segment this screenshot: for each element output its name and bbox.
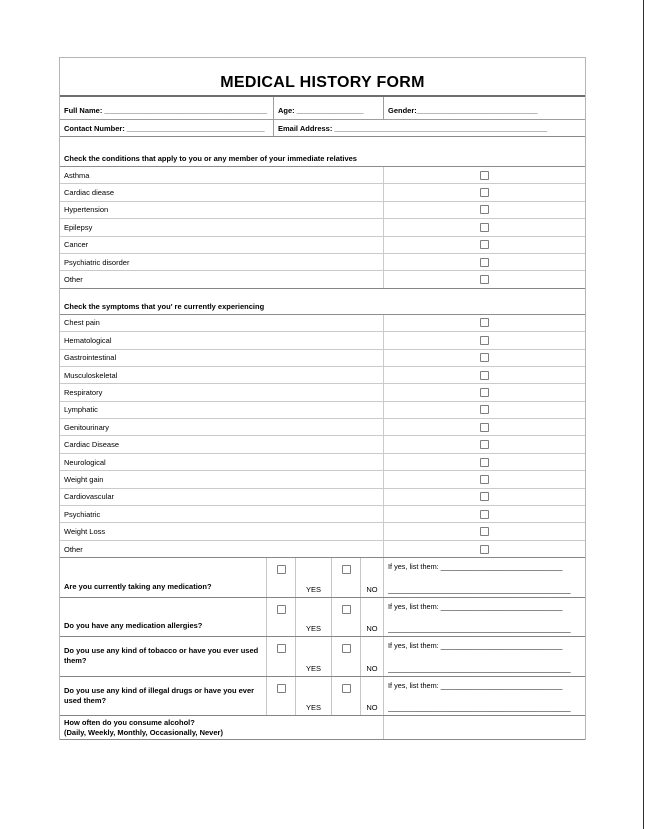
if-yes-cell [384, 677, 585, 716]
question-label: Do you have any medication allergies? [60, 598, 267, 637]
checkbox[interactable] [480, 171, 489, 180]
checkbox[interactable] [480, 475, 489, 484]
condition-row [60, 219, 585, 236]
symptom-row [60, 419, 585, 436]
checkbox[interactable] [480, 440, 489, 449]
checkbox[interactable] [480, 388, 489, 397]
no-checkbox[interactable] [342, 644, 351, 653]
condition-checkbox-cell [384, 184, 585, 200]
checkbox[interactable] [480, 258, 489, 267]
write-in-line[interactable]: _____________________________________________ [388, 584, 571, 594]
info-row-1 [60, 97, 585, 120]
checkbox[interactable] [480, 510, 489, 519]
symptom-checkbox-cell [384, 471, 585, 487]
if-yes-cell [384, 637, 585, 676]
symptom-row [60, 541, 585, 558]
write-in-line[interactable]: _____________________________________________ [388, 663, 571, 673]
no-checkbox[interactable] [342, 565, 351, 574]
condition-row [60, 167, 585, 184]
symptom-row [60, 402, 585, 419]
symptom-row [60, 350, 585, 367]
symptom-checkbox-cell [384, 454, 585, 470]
symptom-checkbox-cell [384, 419, 585, 435]
symptom-row [60, 315, 585, 332]
symptom-checkbox-cell [384, 523, 585, 539]
checkbox[interactable] [480, 353, 489, 362]
symptom-label: Respiratory [60, 384, 384, 400]
condition-row [60, 184, 585, 201]
checkbox[interactable] [480, 405, 489, 414]
symptom-row [60, 454, 585, 471]
checkbox[interactable] [480, 188, 489, 197]
symptom-checkbox-cell [384, 541, 585, 557]
symptom-label: Other [60, 541, 384, 557]
symptom-checkbox-cell [384, 489, 585, 505]
no-label: NO [361, 677, 384, 716]
condition-label: Cancer [60, 237, 384, 253]
symptom-label: Genitourinary [60, 419, 384, 435]
age-field[interactable]: Age: ________________ [274, 97, 384, 119]
yes-checkbox[interactable] [277, 565, 286, 574]
gender-field[interactable]: Gender:_____________________________ [388, 106, 538, 115]
symptom-row [60, 489, 585, 506]
yes-checkbox[interactable] [277, 644, 286, 653]
if-yes-prompt[interactable]: If yes, list them: ______________________________ [388, 680, 563, 690]
symptom-label: Chest pain [60, 315, 384, 331]
checkbox[interactable] [480, 545, 489, 554]
yes-label: YES [296, 637, 332, 676]
alcohol-question-line2: (Daily, Weekly, Monthly, Occasionally, Never) [64, 727, 223, 737]
condition-row [60, 254, 585, 271]
full-name-field[interactable]: Full Name: _______________________________________ [60, 97, 274, 119]
symptom-label: Lymphatic [60, 402, 384, 418]
yes-checkbox-cell [267, 558, 296, 597]
email-address-field[interactable]: Email Address: ___________________________________________________ [278, 123, 548, 133]
no-checkbox-cell [332, 677, 361, 716]
symptom-label: Cardiac Disease [60, 436, 384, 452]
symptom-row [60, 436, 585, 453]
symptom-row [60, 367, 585, 384]
condition-label: Cardiac diease [60, 184, 384, 200]
yes-checkbox[interactable] [277, 684, 286, 693]
condition-label: Asthma [60, 167, 384, 183]
no-checkbox-cell [332, 598, 361, 637]
symptom-label: Weight gain [60, 471, 384, 487]
yes-label: YES [296, 677, 332, 716]
if-yes-cell [384, 598, 585, 637]
symptom-checkbox-cell [384, 506, 585, 522]
checkbox[interactable] [480, 205, 489, 214]
symptom-label: Cardiovascular [60, 489, 384, 505]
if-yes-prompt[interactable]: If yes, list them: ______________________________ [388, 641, 563, 651]
question-row-medication [60, 558, 585, 598]
checkbox[interactable] [480, 527, 489, 536]
checkbox[interactable] [480, 458, 489, 467]
checkbox[interactable] [480, 492, 489, 501]
symptom-row [60, 471, 585, 488]
symptom-label: Gastrointestinal [60, 350, 384, 366]
symptom-row [60, 332, 585, 349]
condition-row [60, 271, 585, 288]
symptom-row [60, 523, 585, 540]
symptom-row [60, 506, 585, 523]
question-row-drugs [60, 677, 585, 717]
contact-number-field[interactable]: Contact Number: _________________________________ [60, 120, 274, 136]
checkbox[interactable] [480, 223, 489, 232]
checkbox[interactable] [480, 336, 489, 345]
symptom-label: Hematological [60, 332, 384, 348]
conditions-section-header: Check the conditions that apply to you or any member of your immediate relatives [60, 137, 585, 167]
no-checkbox-cell [332, 558, 361, 597]
page-right-edge-line [643, 0, 645, 829]
question-row-allergies [60, 598, 585, 638]
alcohol-answer-cell[interactable] [384, 716, 585, 739]
medical-history-form [59, 57, 586, 740]
condition-row [60, 202, 585, 219]
yes-label: YES [296, 598, 332, 637]
symptom-checkbox-cell [384, 315, 585, 331]
symptom-checkbox-cell [384, 350, 585, 366]
no-label: NO [361, 637, 384, 676]
symptom-checkbox-cell [384, 436, 585, 452]
condition-checkbox-cell [384, 202, 585, 218]
symptoms-section-header: Check the symptoms that you' re currently experiencing [60, 289, 585, 315]
condition-label: Other [60, 271, 384, 287]
condition-checkbox-cell [384, 271, 585, 287]
alcohol-question-row [60, 716, 585, 740]
condition-checkbox-cell [384, 219, 585, 235]
no-label: NO [361, 558, 384, 597]
alcohol-question-line1: How often do you consume alcohol? [64, 718, 195, 728]
if-yes-cell [384, 558, 585, 597]
question-row-tobacco [60, 637, 585, 677]
no-checkbox[interactable] [342, 605, 351, 614]
checkbox[interactable] [480, 275, 489, 284]
yes-checkbox-cell [267, 677, 296, 716]
checkbox[interactable] [480, 371, 489, 380]
condition-checkbox-cell [384, 254, 585, 270]
info-row-2 [60, 120, 585, 137]
symptom-label: Musculoskeletal [60, 367, 384, 383]
question-label: Do you use any kind of tobacco or have you ever used them? [60, 637, 267, 676]
no-checkbox-cell [332, 637, 361, 676]
if-yes-prompt[interactable]: If yes, list them: ______________________________ [388, 562, 563, 572]
condition-label: Hypertension [60, 202, 384, 218]
symptom-checkbox-cell [384, 384, 585, 400]
question-label: Do you use any kind of illegal drugs or have you ever used them? [60, 677, 267, 716]
question-label: Are you currently taking any medication? [60, 558, 267, 597]
condition-row [60, 237, 585, 254]
write-in-line[interactable]: _____________________________________________ [388, 703, 571, 713]
write-in-line[interactable]: _____________________________________________ [388, 624, 571, 634]
form-title: MEDICAL HISTORY FORM [220, 74, 425, 91]
if-yes-prompt[interactable]: If yes, list them: ______________________________ [388, 601, 563, 611]
condition-checkbox-cell [384, 167, 585, 183]
yes-label: YES [296, 558, 332, 597]
symptom-checkbox-cell [384, 332, 585, 348]
checkbox[interactable] [480, 423, 489, 432]
symptom-row [60, 384, 585, 401]
condition-label: Epilepsy [60, 219, 384, 235]
symptom-label: Psychiatric [60, 506, 384, 522]
title-row [60, 58, 585, 97]
symptom-label: Neurological [60, 454, 384, 470]
symptom-label: Weight Loss [60, 523, 384, 539]
no-checkbox[interactable] [342, 684, 351, 693]
yes-checkbox[interactable] [277, 605, 286, 614]
condition-checkbox-cell [384, 237, 585, 253]
checkbox[interactable] [480, 318, 489, 327]
yes-checkbox-cell [267, 637, 296, 676]
alcohol-question-label [60, 716, 384, 739]
symptom-checkbox-cell [384, 367, 585, 383]
symptom-checkbox-cell [384, 402, 585, 418]
no-label: NO [361, 598, 384, 637]
yes-checkbox-cell [267, 598, 296, 637]
condition-label: Psychiatric disorder [60, 254, 384, 270]
checkbox[interactable] [480, 240, 489, 249]
